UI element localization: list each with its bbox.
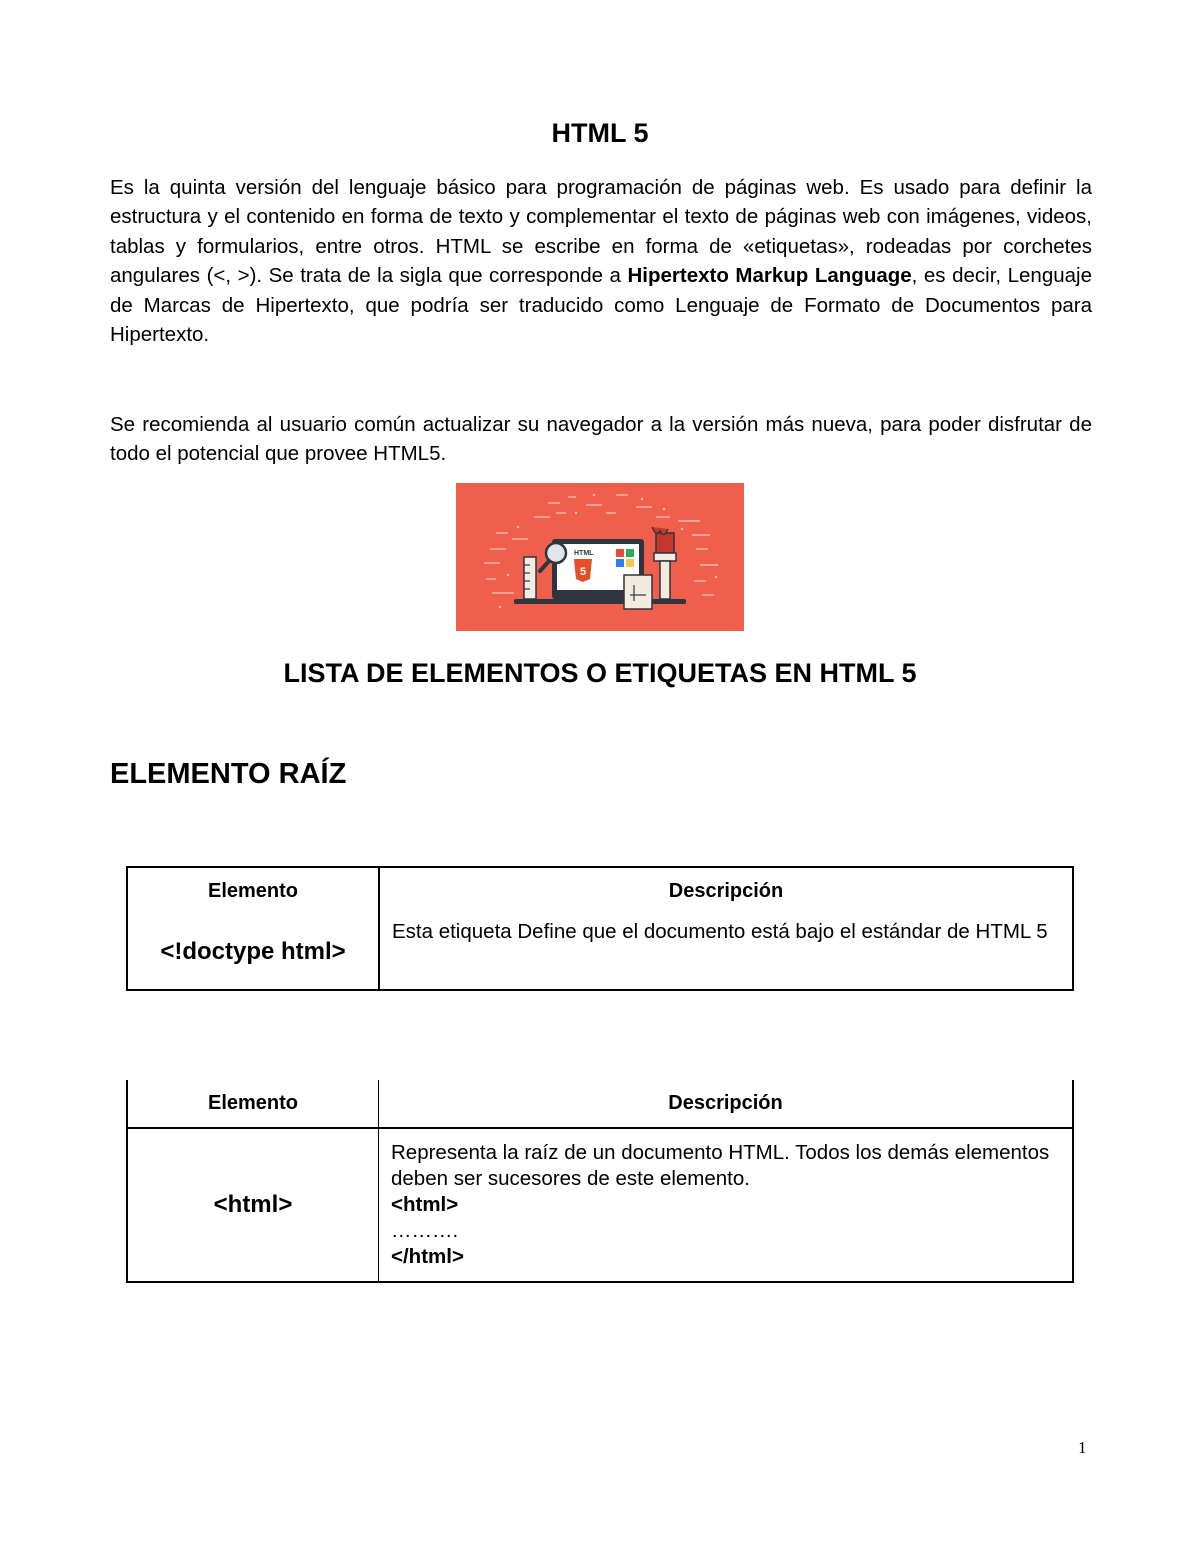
root-element-heading: ELEMENTO RAÍZ bbox=[110, 758, 347, 790]
element-cell: <html> bbox=[127, 1128, 379, 1282]
page-title: HTML 5 bbox=[551, 118, 649, 148]
description-cell: Esta etiqueta Define que el documento está bajo el estándar de HTML 5 bbox=[392, 920, 1048, 943]
column-header-description: Descripción bbox=[668, 880, 784, 902]
description-cell bbox=[379, 1128, 1074, 1282]
intro-paragraph bbox=[110, 173, 1092, 349]
table-header-row bbox=[127, 1080, 1073, 1128]
column-header-element: Elemento bbox=[127, 1080, 379, 1128]
column-header-description: Descripción bbox=[379, 1080, 1074, 1128]
code-ellipsis: ………. bbox=[391, 1219, 459, 1242]
elements-list-heading: LISTA DE ELEMENTOS O ETIQUETAS EN HTML 5 bbox=[283, 658, 917, 688]
html5-illustration-graphic bbox=[456, 483, 744, 631]
intro-text-start: Es la quinta versión del lenguaje básico para programación de páginas web. Es usado para definir la estructura y el contenido en forma de texto y complementar el texto de páginas web con imágenes, videos, tablas y formularios, entre otros. HTML se escribe en forma de «etiquetas», rodeadas por corchetes angulares (<, >). Se trata de la sigla que corresponde a bbox=[110, 176, 1092, 288]
code-close-tag: </html> bbox=[391, 1245, 464, 1268]
column-header-element: Elemento bbox=[127, 867, 379, 915]
intro-bold-term: Hipertexto Markup Language bbox=[627, 264, 912, 288]
table-row bbox=[127, 915, 1073, 990]
doctype-table bbox=[126, 866, 1074, 991]
html-logo-text: HTML bbox=[574, 550, 594, 557]
html5-illustration bbox=[456, 483, 744, 631]
element-cell: <!doctype html> bbox=[127, 915, 379, 990]
table-row bbox=[127, 1128, 1073, 1282]
page-number: 1 bbox=[1078, 1438, 1087, 1457]
intro-text-end: , es decir, Lenguaje de Marcas de Hipertexto, que podría ser traducido como Lenguaje de Formato de Documentos para Hipertexto. bbox=[110, 264, 1092, 347]
code-open-tag: <html> bbox=[391, 1193, 459, 1216]
html-element-table bbox=[126, 1080, 1074, 1283]
description-text: Representa la raíz de un documento HTML. Todos los demás elementos deben ser sucesores de este elemento. bbox=[391, 1141, 1050, 1190]
table-header-row bbox=[127, 867, 1073, 915]
html5-badge-text: 5 bbox=[579, 566, 587, 578]
recommendation-paragraph: Se recomienda al usuario común actualizar su navegador a la versión más nueva, para poder disfrutar de todo el potencial que provee HTML5. bbox=[110, 413, 1092, 466]
